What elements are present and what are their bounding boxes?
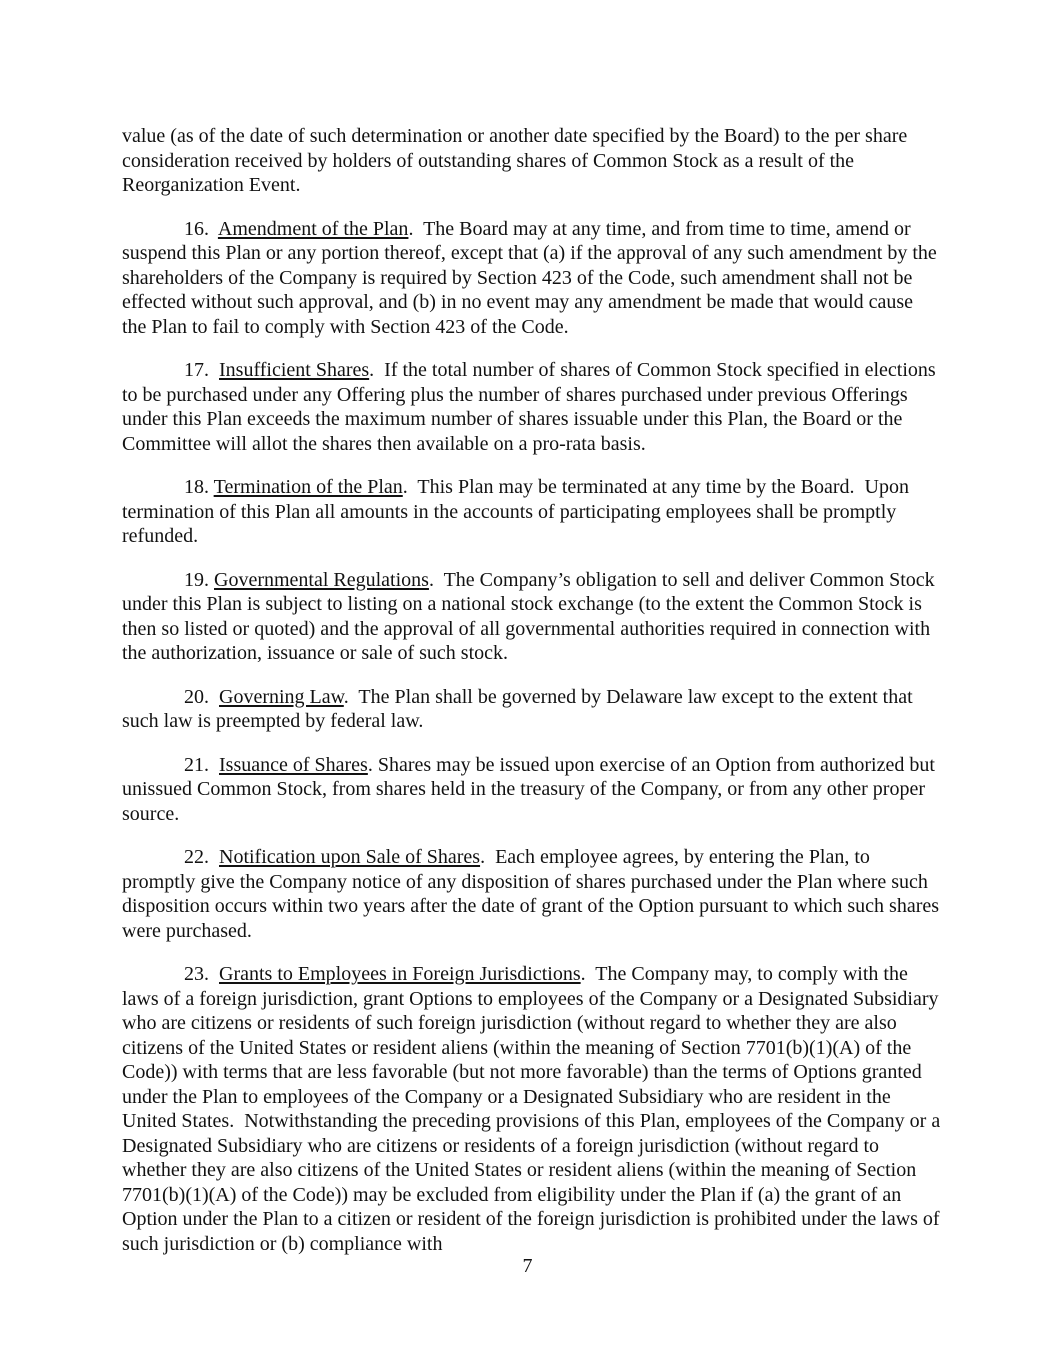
section-body-20: . The Plan shall be governed by Delaware law except to the extent that such law is preempted by federal law. — [122, 685, 918, 732]
section-heading-20: Governing Law — [219, 685, 344, 708]
section-heading-16: Amendment of the Plan — [217, 217, 409, 240]
section-paragraph-19 — [122, 568, 942, 666]
section-body-16: . The Board may at any time, and from time to time, amend or suspend this Plan or any portion thereof, except that (a) if the approval of any such amendment by the shareholders of the Company is required by Section 423 of the Code, such amendment shall not be effected without such approval, and (b) in no event may any amendment be made that would cause the Plan to fail to comply with Section 423 of the Code. — [122, 217, 942, 338]
section-heading-21: Issuance of Shares — [219, 753, 368, 776]
section-heading-22: Notification upon Sale of Shares — [219, 846, 481, 868]
section-paragraph-18 — [122, 475, 942, 549]
section-heading-17: Insufficient Shares — [219, 359, 370, 381]
section-number-16: 16. — [184, 217, 218, 240]
section-body-21: . Shares may be issued upon exercise of an Option from authorized but unissued Common Stock, from shares held in the treasury of the Company, or from any other proper source. — [122, 753, 940, 825]
section-number-19: 19. — [184, 568, 214, 591]
document-content — [122, 124, 946, 1256]
section-body-23: . The Company may, to comply with the laws of a foreign jurisdiction, grant Options to employees of the Company or a Designated Subsidiary who are citizens or residents of such foreign jurisdiction (without regard to whether they are also citizens of the United States or resident aliens (within the meaning of Section 7701(b)(1)(A) of the Code)) with terms that are less favorable (but not more favorable) than the terms of Options granted under the Plan to employees of the Company or a Designated Subsidiary who are resident in the United States. Notwithstanding the preceding provisions of this Plan, employees of the Company or a Designated Subsidiary who are citizens or residents of a foreign jurisdiction (without regard to whether they are also citizens of the United States or resident aliens (within the meaning of Section 7701(b)(1)(A) of the Code)) may be excluded from eligibility under the Plan if (a) the grant of an Option under the Plan to a citizen or resident of the foreign jurisdiction is prohibited under the laws of such jurisdiction or (b) compliance with — [122, 963, 946, 1255]
section-number-21: 21. — [184, 753, 219, 776]
section-heading-23: Grants to Employees in Foreign Jurisdictions — [219, 963, 581, 985]
section-body-17: . If the total number of shares of Common Stock specified in elections to be purchased under any Offering plus the number of shares purchased under previous Offerings under this Plan exceeds the maximum number of shares issuable under this Plan, the Board or the Committee will allot the shares then available on a pro-rata basis. — [122, 359, 941, 455]
section-paragraph-16 — [122, 217, 942, 340]
section-number-18: 18. — [184, 476, 214, 498]
section-paragraph-17 — [122, 358, 942, 456]
section-paragraph-22 — [122, 845, 945, 943]
section-heading-19: Governmental Regulations — [214, 568, 429, 591]
section-paragraph-23 — [122, 962, 946, 1256]
section-number-17: 17. — [184, 359, 219, 381]
intro-paragraph: value (as of the date of such determination or another date specified by the Board) to the per share consideration received by holders of outstanding shares of Common Stock as a result of the Reorganization Event. — [122, 125, 913, 196]
page-number: 7 — [522, 1255, 533, 1277]
section-body-18: . This Plan may be terminated at any time by the Board. Upon termination of this Plan all amounts in the accounts of participating employees shall be promptly refunded. — [122, 476, 914, 547]
section-heading-18: Termination of the Plan — [213, 476, 403, 498]
section-paragraph-21 — [122, 753, 942, 827]
section-number-22: 22. — [184, 846, 219, 868]
section-number-23: 23. — [184, 963, 219, 985]
section-body-22: . Each employee agrees, by entering the Plan, to promptly give the Company notice of any disposition of shares purchased under the Plan where such disposition occurs within two years after the date of grant of the Option pursuant to which such shares were purchased. — [122, 846, 945, 942]
section-body-19: . The Company’s obligation to sell and deliver Common Stock under this Plan is subject to listing on a national stock exchange (to the extent the Common Stock is then so listed or quoted) and the approval of all governmental authorities required in connection with the authorization, issuance or sale of such stock. — [122, 568, 940, 664]
section-paragraph-20 — [122, 685, 942, 734]
section-number-20: 20. — [184, 685, 219, 708]
